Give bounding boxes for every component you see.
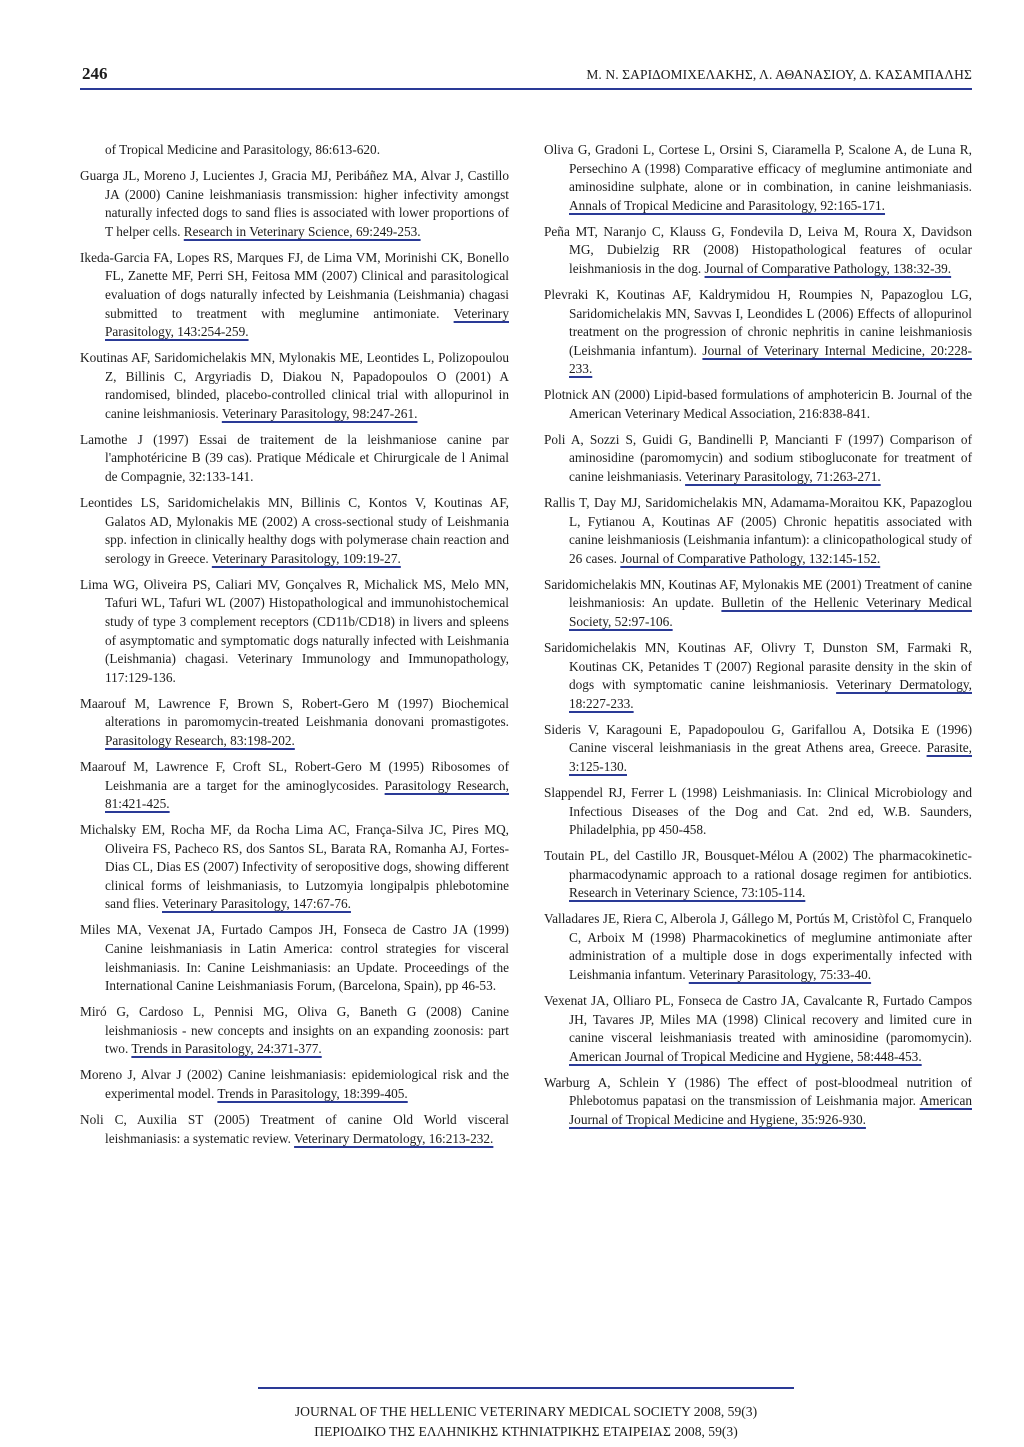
reference-item: Miles MA, Vexenat JA, Furtado Campos JH, Fonseca de Castro JA (1999) Canine leishmaniasis in Latin America: control strategies for visceral leishmaniasis. In: Canine Leishmaniasis: an Update. Proceedings of the International Canine Leishmaniasis Forum, (Barcelona, Spain), pp 46-53. [80, 922, 509, 994]
reference-item: Plotnick AN (2000) Lipid-based formulations of amphotericin B. Journal of the American Veterinary Medical Association, 216:838-841. [544, 387, 972, 421]
journal-link[interactable]: Veterinary Parasitology, 98:247-261. [221, 405, 418, 421]
journal-link[interactable]: Journal of Veterinary Internal Medicine, 20:228-233. [569, 342, 972, 377]
page-number: 246 [82, 64, 108, 83]
journal-link[interactable]: Trends in Parasitology, 24:371-377. [131, 1041, 322, 1057]
reference-item: Ikeda-Garcia FA, Lopes RS, Marques FJ, de Lima VM, Morinishi CK, Bonello FL, Zanette MF, Perri SH, Feitosa MM (2007) Clinical and parasitological evaluation of dogs naturally infected by Leishmania (Leishmania) chagasi submitted to treatment with meglumine antimoniate. Veterinary Parasitology, 143:254-259. [80, 249, 509, 340]
reference-item: Lima WG, Oliveira PS, Caliari MV, Gonçalves R, Michalick MS, Melo MN, Tafuri WL, Tafuri WL (2007) Histopathological and immunohistochemical study of type 3 complement receptors (CD11b/CD18) in livers and spleens of asymptomatic and symptomatic dogs naturally infected with Leishmania (Leishmania) chagasi. Veterinary Immunology and Immunopathology, 117:129-136. [80, 576, 509, 685]
journal-link[interactable]: Parasitology Research, 83:198-202. [105, 732, 295, 748]
references-left-column [80, 141, 509, 1156]
page-header [80, 62, 972, 90]
reference-item: Vexenat JA, Olliaro PL, Fonseca de Castro JA, Cavalcante R, Furtado Campos JH, Tavares JP, Miles MA (1998) Clinical recovery and limited cure in canine visceral leishmaniasis treated with aminosidine (paromomycin). American Journal of Tropical Medicine and Hygiene, 58:448-453. [544, 993, 972, 1064]
footer-journal-title-en: JOURNAL OF THE HELLENIC VETERINARY MEDICAL SOCIETY 2008, 59(3) [294, 1404, 758, 1419]
reference-item: Rallis T, Day MJ, Saridomichelakis MN, Adamama-Moraitou KK, Papazoglou L, Fytianou A, Koutinas AF (2005) Chronic hepatitis associated with canine leishmaniosis (Leishmania infantum): a clinicopathological study of 26 cases. Journal of Comparative Pathology, 132:145-152. [544, 495, 972, 566]
reference-item: Valladares JE, Riera C, Alberola J, Gállego M, Portús M, Cristòfol C, Franquelo C, Arboix M (1998) Pharmacokinetics of meglumine antimoniate after administration of a multiple dose in dogs experimentally infected with Leishmania infantum. Veterinary Parasitology, 75:33-40. [544, 911, 972, 983]
journal-link[interactable]: Veterinary Parasitology, 71:263-271. [685, 469, 881, 485]
reference-item: of Tropical Medicine and Parasitology, 86:613-620. [105, 142, 381, 157]
journal-link[interactable]: Trends in Parasitology, 18:399-405. [217, 1086, 408, 1101]
journal-link[interactable]: Research in Veterinary Science, 69:249-253. [183, 223, 421, 239]
reference-item: Koutinas AF, Saridomichelakis MN, Mylonakis ME, Leontides L, Polizopoulou Z, Billinis C, Argyriadis D, Diakou N, Papadopoulos O (2001) A randomised, blinded, placebo-controlled clinical trial with allopurinol in canine leishmaniosis. Veterinary Parasitology, 98:247-261. [80, 350, 509, 421]
reference-item: Leontides LS, Saridomichelakis MN, Billinis C, Kontos V, Koutinas AF, Galatos AD, Mylonakis ME (2002) A cross-sectional study of Leishmania spp. infection in clinically healthy dogs with polymerase chain reaction and serology in Greece. Veterinary Parasitology, 109:19-27. [80, 495, 509, 566]
journal-link[interactable]: American Journal of Tropical Medicine and Hygiene, 35:926-930. [569, 1093, 972, 1127]
reference-item: Guarga JL, Moreno J, Lucientes J, Gracia MJ, Peribáñez MA, Alvar J, Castillo JA (2000) Canine leishmaniasis transmission: higher infectivity amongst naturally infected dogs to sand flies is associated with lower proportions of T helper cells. Research in Veterinary Science, 69:249-253. [80, 167, 509, 239]
reference-item: Miró G, Cardoso L, Pennisi MG, Oliva G, Baneth G (2008) Canine leishmaniosis - new concepts and insights on an expanding zoonosis: part two. Trends in Parasitology, 24:371-377. [80, 1004, 509, 1057]
journal-link[interactable]: Veterinary Parasitology, 75:33-40. [688, 967, 872, 983]
journal-link[interactable]: Research in Veterinary Science, 73:105-114. [569, 885, 806, 901]
journal-link[interactable]: Veterinary Parasitology, 147:67-76. [162, 896, 351, 912]
journal-link[interactable]: Parasitology Research, 81:421-425. [105, 777, 510, 812]
journal-link[interactable]: Parasite, 3:125-130. [569, 740, 972, 774]
running-head-authors: Μ. Ν. ΣΑΡΙΔΟΜΙΧΕΛΑΚΗΣ, Λ. ΑΘΑΝΑΣΙΟΥ, Δ. ΚΑΣΑΜΠΑΛΗΣ [586, 67, 972, 82]
reference-item: Sideris V, Karagouni E, Papadopoulou G, Garifallou A, Dotsika E (1996) Canine visceral leishmaniasis in the great Athens area, Greece. Parasite, 3:125-130. [544, 721, 972, 774]
reference-item: Toutain PL, del Castillo JR, Bousquet-Mélou A (2002) The pharmacokinetic-pharmacodynamic approach to a rational dosage regimen for antibiotics. Research in Veterinary Science, 73:105-114. [544, 848, 972, 901]
references-right-column [544, 141, 972, 1137]
reference-item: Lamothe J (1997) Essai de traitement de la leishmaniose canine par l'amphotéricine B (39 cas). Pratique Médicale et Chirurgicale de l Animal de Compagnie, 32:133-141. [80, 431, 509, 485]
reference-item: Michalsky EM, Rocha MF, da Rocha Lima AC, França-Silva JC, Pires MQ, Oliveira FS, Pacheco RS, dos Santos SL, Barata RA, Romanha AJ, Fortes-Dias CL, Dias ES (2007) Infectivity of seropositive dogs, showing different clinical forms of leishmaniasis, to Lutzomyia longipalpis phlebotomine sand flies. Veterinary Parasitology, 147:67-76. [80, 822, 509, 912]
journal-link[interactable]: American Journal of Tropical Medicine and Hygiene, 58:448-453. [569, 1048, 922, 1064]
reference-item: Warburg A, Schlein Y (1986) The effect of post-bloodmeal nutrition of Phlebotomus papatasi on the transmission of Leishmania major. American Journal of Tropical Medicine and Hygiene, 35:926-930. [544, 1074, 972, 1127]
reference-item: Poli A, Sozzi S, Guidi G, Bandinelli P, Mancianti F (1997) Comparison of aminosidine (paromomycin) and sodium stibogluconate for treatment of canine leishmaniasis. Veterinary Parasitology, 71:263-271. [544, 431, 972, 485]
journal-link[interactable]: Journal of Comparative Pathology, 132:145-152. [620, 550, 881, 566]
reference-item: Moreno J, Alvar J (2002) Canine leishmaniasis: epidemiological risk and the experimental model. Trends in Parasitology, 18:399-405. [80, 1067, 509, 1101]
page-footer [258, 1387, 794, 1441]
reference-item: Saridomichelakis MN, Koutinas AF, Olivry T, Dunston SM, Farmaki R, Koutinas CK, Petanides T (2007) Regional parasite density in the skin of dogs with symptomatic canine leishmaniosis. Veterinary Dermatology, 18:227-233. [544, 639, 972, 711]
journal-link[interactable]: Veterinary Parasitology, 109:19-27. [211, 550, 401, 566]
journal-link[interactable]: Annals of Tropical Medicine and Parasitology, 92:165-171. [569, 197, 886, 213]
journal-link[interactable]: Veterinary Dermatology, 18:227-233. [569, 677, 972, 711]
reference-item: Plevraki K, Koutinas AF, Kaldrymidou H, Roumpies N, Papazoglou LG, Saridomichelakis MN, Savvas I, Leondides L (2006) Effects of allopurinol treatment on the progression of chronic nephritis in canine leishmaniosis (Leishmania infantum). Journal of Veterinary Internal Medicine, 20:228-233. [544, 286, 972, 377]
reference-item: Oliva G, Gradoni L, Cortese L, Orsini S, Ciaramella P, Scalone A, de Luna R, Persechino A (1998) Comparative efficacy of meglumine antimoniate and aminosidine sulphate, alone or in combination, in canine leishmaniasis. Annals of Tropical Medicine and Parasitology, 92:165-171. [544, 142, 972, 213]
reference-item: Slappendel RJ, Ferrer L (1998) Leishmaniasis. In: Clinical Microbiology and Infectious Diseases of the Dog and Cat. 2nd ed, W.B. Saunders, Philadelphia, pp 450-458. [544, 784, 972, 838]
footer-journal-title-gr: ΠΕΡΙΟΔΙΚΟ ΤΗΣ ΕΛΛΗΝΙΚΗΣ ΚΤΗΝΙΑΤΡΙΚΗΣ ΕΤΑΙΡΕΙΑΣ 2008, 59(3) [314, 1423, 738, 1439]
reference-item: Maarouf M, Lawrence F, Brown S, Robert-Gero M (1997) Biochemical alterations in paromomycin-treated Leishmania donovani promastigotes. Parasitology Research, 83:198-202. [80, 695, 509, 748]
journal-link[interactable]: Journal of Comparative Pathology, 138:32-39. [704, 260, 952, 276]
journal-link[interactable]: Bulletin of the Hellenic Veterinary Medical Society, 52:97-106. [569, 595, 972, 629]
reference-item: Maarouf M, Lawrence F, Croft SL, Robert-Gero M (1995) Ribosomes of Leishmania are a target for the aminoglycosides. Parasitology Research, 81:421-425. [80, 758, 510, 812]
reference-item: Peña MT, Naranjo C, Klauss G, Fondevila D, Leiva M, Roura X, Davidson MG, Dubielzig RR (2008) Histopathological features of ocular leishmaniosis in the dog. Journal of Comparative Pathology, 138:32-39. [544, 223, 972, 276]
journal-link[interactable]: Veterinary Parasitology, 143:254-259. [105, 305, 509, 340]
reference-item: Noli C, Auxilia ST (2005) Treatment of canine Old World visceral leishmaniasis: a systematic review. Veterinary Dermatology, 16:213-232. [80, 1111, 509, 1146]
reference-item: Saridomichelakis MN, Koutinas AF, Mylonakis ME (2001) Treatment of canine leishmaniosis: An update. Bulletin of the Hellenic Veterinary Medical Society, 52:97-106. [544, 576, 972, 629]
journal-link[interactable]: Veterinary Dermatology, 16:213-232. [294, 1130, 494, 1146]
